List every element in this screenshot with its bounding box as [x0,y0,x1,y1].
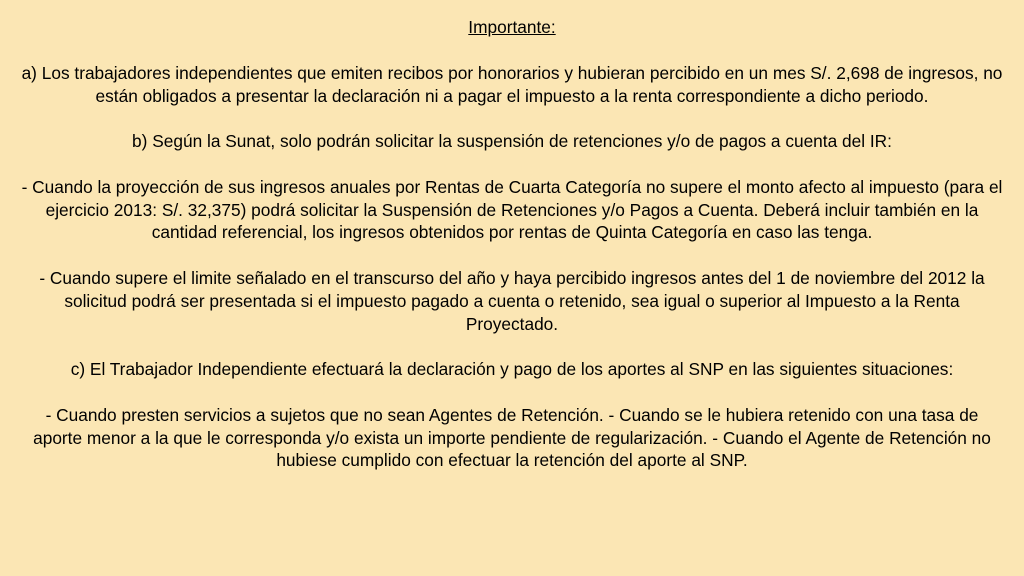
paragraph-b: b) Según la Sunat, solo podrán solicitar la suspensión de retenciones y/o de pagos a cuenta del IR: [132,131,892,152]
slide-heading: Importante: [468,17,556,37]
paragraph-b-item-2: - Cuando supere el limite señalado en el transcurso del año y haya percibido ingresos antes del 1 de noviembre del 2012 la solicitud podrá ser presentada si el impuesto pagado a cuenta o retenido, sea igual o superior al Impuesto a la Renta Proyectado. [39,267,985,334]
paragraph-c-items: - Cuando presten servicios a sujetos que no sean Agentes de Retención. - Cuando se le hubiera retenido con una tasa de aporte menor a la que le corresponda y/o exista un importe pendiente de regularización. - Cuando el Agente de Retención no hubiese cumplido con efectuar la retención del aporte al SNP. [33,404,991,471]
paragraph-b-item-1: - Cuando la proyección de sus ingresos anuales por Rentas de Cuarta Categoría no supere el monto afecto al impuesto (para el ejercicio 2013: S/. 32,375) podrá solicitar la Suspensión de Retenciones y/o Pagos a Cuenta. Deberá incluir también en la cantidad referencial, los ingresos obtenidos por rentas de Quinta Categoría en caso las tenga. [21,176,1003,243]
paragraph-c: c) El Trabajador Independiente efectuará la declaración y pago de los aportes al SNP en las siguientes situaciones: [70,359,954,380]
paragraph-a: a) Los trabajadores independientes que emiten recibos por honorarios y hubieran percibido en un mes S/. 2,698 de ingresos, no están obligados a presentar la declaración ni a pagar el impuesto a la renta correspondiente a dicho periodo. [21,62,1003,106]
